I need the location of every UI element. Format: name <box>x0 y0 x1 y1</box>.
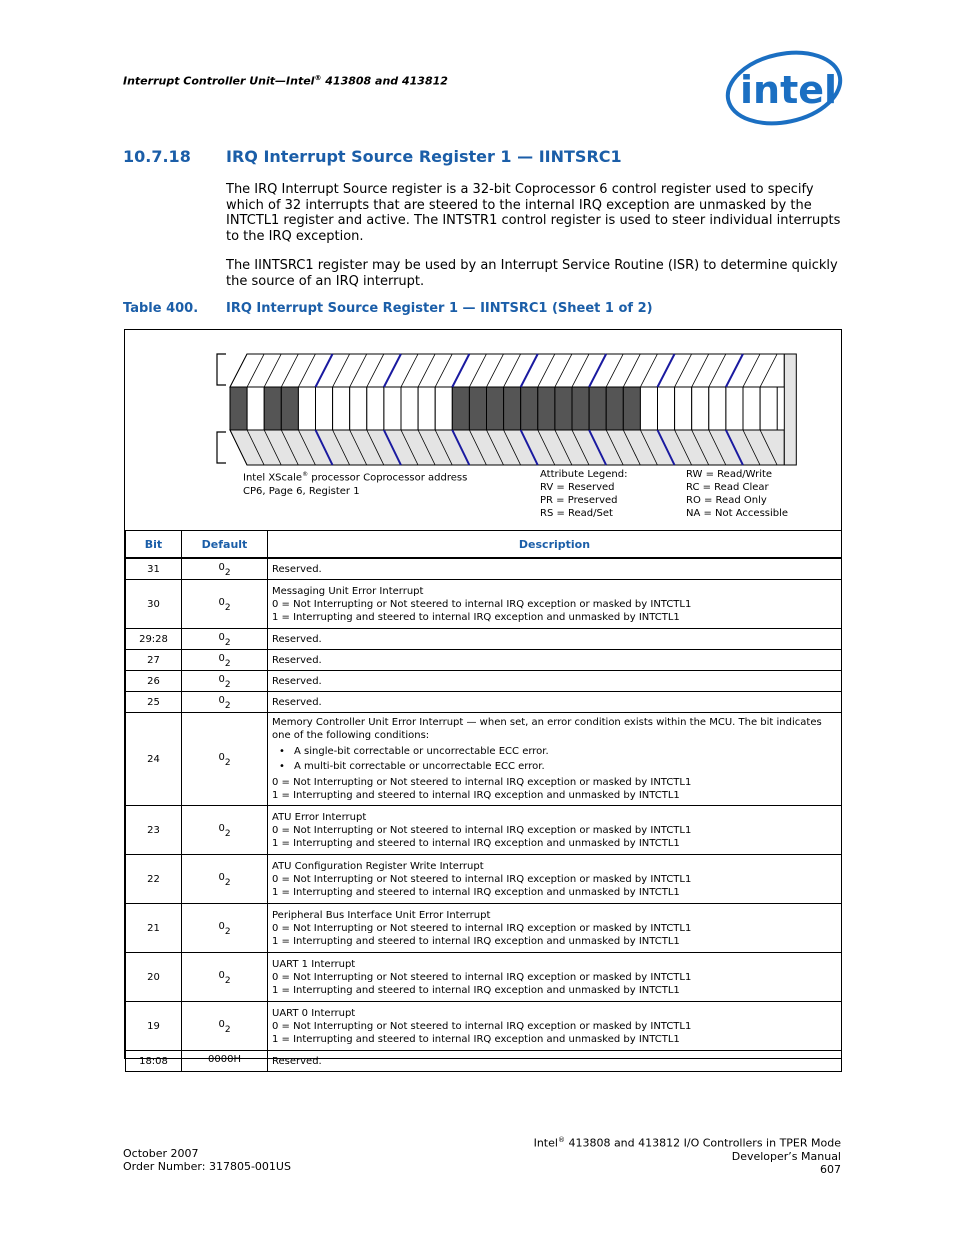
default-radix: 2 <box>224 927 231 937</box>
default-cell <box>182 580 268 629</box>
default-value: 0 <box>218 695 225 706</box>
footer-left <box>123 1147 291 1173</box>
legend-preserved: PR = Preserved <box>540 495 618 506</box>
condition-list <box>272 744 837 774</box>
value-meaning: 0 = Not Interrupting or Not steered to internal IRQ exception or masked by INTCTL1 <box>272 1020 692 1032</box>
condition-item: • A single-bit correctable or uncorrectable ECC error. <box>294 744 837 759</box>
register-table-frame <box>124 329 842 1067</box>
footer-order-number: Order Number: 317805-001US <box>123 1160 291 1173</box>
default-radix: 2 <box>224 680 231 690</box>
table-row <box>126 713 842 806</box>
row-title: Reserved. <box>272 696 322 708</box>
bit-cell-mark <box>367 387 384 430</box>
row-title: Reserved. <box>272 633 322 645</box>
default-radix: 2 <box>224 1025 231 1035</box>
default-value: 0000H <box>208 1054 241 1065</box>
legend-reserved: RV = Reserved <box>540 482 615 493</box>
default-radix: 2 <box>224 878 231 888</box>
footer-right <box>534 1134 841 1176</box>
default-value: 0 <box>218 823 225 834</box>
footer-product <box>534 1134 841 1150</box>
bit-cell: 19 <box>126 1002 182 1051</box>
bit-cell-mark <box>281 387 298 430</box>
value-meaning: 0 = Not Interrupting or Not steered to internal IRQ exception or masked by INTCTL1 <box>272 971 692 983</box>
table-row <box>126 904 842 953</box>
default-cell <box>182 855 268 904</box>
description-cell <box>268 806 842 855</box>
value-meaning: 0 = Not Interrupting or Not steered to internal IRQ exception or masked by INTCTL1 <box>272 873 692 885</box>
row-title: ATU Error Interrupt <box>272 811 367 823</box>
header-description: Description <box>268 531 842 559</box>
header-bit: Bit <box>126 531 182 559</box>
value-meaning: 0 = Not Interrupting or Not steered to internal IRQ exception or masked by INTCTL1 <box>272 824 692 836</box>
footer-registered-mark: ® <box>557 1136 565 1144</box>
table-row <box>126 671 842 692</box>
bit-cell-mark <box>264 387 281 430</box>
default-value: 0 <box>218 632 225 643</box>
value-meaning: 1 = Interrupting and steered to internal IRQ exception and unmasked by INTCTL1 <box>272 790 680 801</box>
coprocessor-address-label <box>243 468 467 484</box>
intro-paragraph-2: The IINTSRC1 register may be used by an Interrupt Service Routine (ISR) to determine quickly the source of an IRQ interrupt. <box>226 258 838 289</box>
bit-cell-mark <box>675 387 692 430</box>
value-meaning: 1 = Interrupting and steered to internal IRQ exception and unmasked by INTCTL1 <box>272 837 680 849</box>
default-radix: 2 <box>224 976 231 986</box>
attribute-legend-right <box>686 468 788 520</box>
default-radix: 2 <box>224 829 231 839</box>
bit-cell-mark <box>435 387 452 430</box>
table-title: IRQ Interrupt Source Register 1 — IINTSRC1 (Sheet 1 of 2) <box>226 301 653 316</box>
bit-cell-mark <box>247 387 264 430</box>
bit-cell-mark <box>469 387 486 430</box>
description-cell <box>268 855 842 904</box>
bit-cell-mark <box>487 387 504 430</box>
default-cell <box>182 1002 268 1051</box>
addr-label-pre: Intel XScale <box>243 472 303 484</box>
default-value: 0 <box>218 921 225 932</box>
value-meaning: 1 = Interrupting and steered to internal IRQ exception and unmasked by INTCTL1 <box>272 611 680 623</box>
table-row <box>126 650 842 671</box>
default-cell <box>182 904 268 953</box>
default-value: 0 <box>218 1019 225 1030</box>
bit-cell-mark <box>726 387 743 430</box>
default-value: 0 <box>218 752 225 763</box>
footer-product-name: 413808 and 413812 I/O Controllers in TPER Mode <box>564 1136 841 1150</box>
bit-cell-mark <box>589 387 606 430</box>
description-cell <box>268 1002 842 1051</box>
default-cell <box>182 671 268 692</box>
table-row <box>126 855 842 904</box>
description-cell <box>268 558 842 580</box>
legend-read-set: RS = Read/Set <box>540 508 613 519</box>
bracket-top <box>217 354 226 385</box>
bit-cell: 25 <box>126 692 182 713</box>
table-row <box>126 1002 842 1051</box>
bit-cell-mark <box>692 387 709 430</box>
bit-cell-mark <box>350 387 367 430</box>
legend-not-accessible: NA = Not Accessible <box>686 508 789 519</box>
row-title: Memory Controller Unit Error Interrupt — when set, an error condition exists within the MCU. The bit indicates one of the following conditions: <box>272 717 822 741</box>
intel-logo-text: intel <box>740 68 838 112</box>
description-cell <box>268 629 842 650</box>
description-cell <box>268 1051 842 1072</box>
description-cell <box>268 580 842 629</box>
section-heading <box>123 147 622 166</box>
description-cell <box>268 713 842 806</box>
value-meaning: 1 = Interrupting and steered to internal IRQ exception and unmasked by INTCTL1 <box>272 984 680 996</box>
coprocessor-register-label: CP6, Page 6, Register 1 <box>243 486 360 497</box>
default-radix: 2 <box>224 568 231 578</box>
section-title: IRQ Interrupt Source Register 1 — IINTSRC1 <box>226 147 622 166</box>
bit-cell: 22 <box>126 855 182 904</box>
default-cell <box>182 558 268 580</box>
default-cell <box>182 953 268 1002</box>
bit-cell-mark <box>606 387 623 430</box>
value-meaning: 1 = Interrupting and steered to internal IRQ exception and unmasked by INTCTL1 <box>272 886 680 898</box>
bit-cell: 27 <box>126 650 182 671</box>
intel-logo <box>724 48 844 128</box>
bit-cell-mark <box>452 387 469 430</box>
intro-paragraph-1: The IRQ Interrupt Source register is a 32-bit Coprocessor 6 control register used to specify which of 32 interrupts that are steered to the internal IRQ exception are unmasked by the INTCTL1 register and active. The INTSTR1 control register is used to steer individual interrupts to the IRQ exception. <box>226 182 841 244</box>
table-row <box>126 953 842 1002</box>
bit-cell: 23 <box>126 806 182 855</box>
description-cell <box>268 953 842 1002</box>
table-row <box>126 806 842 855</box>
bit-cell-mark <box>230 387 247 430</box>
bit-cell-mark <box>538 387 555 430</box>
value-meaning: 1 = Interrupting and steered to internal IRQ exception and unmasked by INTCTL1 <box>272 935 680 947</box>
bit-cell-mark <box>298 387 315 430</box>
table-row <box>126 629 842 650</box>
bit-cell: 29:28 <box>126 629 182 650</box>
default-radix: 2 <box>224 758 231 768</box>
bracket-bottom <box>217 432 226 463</box>
running-header-text: Interrupt Controller Unit—Intel <box>123 74 315 88</box>
footer-intel: Intel <box>533 1136 558 1150</box>
row-title: Peripheral Bus Interface Unit Error Interrupt <box>272 909 491 921</box>
bit-cell-mark <box>333 387 350 430</box>
default-value: 0 <box>218 653 225 664</box>
table-row <box>126 558 842 580</box>
section-number: 10.7.18 <box>123 147 191 166</box>
description-cell <box>268 904 842 953</box>
value-meaning: 0 = Not Interrupting or Not steered to internal IRQ exception or masked by INTCTL1 <box>272 777 692 788</box>
bit-cell: 24 <box>126 713 182 806</box>
row-title: UART 0 Interrupt <box>272 1007 356 1019</box>
addr-registered-mark: ® <box>302 471 309 478</box>
bit-cell: 30 <box>126 580 182 629</box>
legend-read-only: RO = Read Only <box>686 495 767 506</box>
attribute-legend-left <box>540 468 627 520</box>
row-title: UART 1 Interrupt <box>272 958 356 970</box>
running-header <box>123 74 448 88</box>
bit-cell: 21 <box>126 904 182 953</box>
bit-cell-mark <box>418 387 435 430</box>
default-cell <box>182 806 268 855</box>
default-value: 0 <box>218 597 225 608</box>
default-value: 0 <box>218 970 225 981</box>
legend-title: Attribute Legend: <box>540 469 628 480</box>
bit-cell-mark <box>760 387 777 430</box>
default-value: 0 <box>218 562 225 573</box>
addr-label-post: processor Coprocessor address <box>308 472 468 484</box>
bit-description-table <box>125 530 842 1072</box>
description-cell <box>268 650 842 671</box>
table-number: Table 400. <box>123 301 199 316</box>
default-cell <box>182 650 268 671</box>
description-cell <box>268 671 842 692</box>
header-default: Default <box>182 531 268 559</box>
footer-manual: Developer’s Manual <box>731 1149 841 1163</box>
row-title: Reserved. <box>272 654 322 666</box>
table-caption <box>123 301 653 316</box>
condition-item: • A multi-bit correctable or uncorrectable ECC error. <box>294 759 837 774</box>
legend-read-write: RW = Read/Write <box>686 469 773 480</box>
bit-cell-mark <box>623 387 640 430</box>
bit-cell-mark <box>555 387 572 430</box>
default-value: 0 <box>218 872 225 883</box>
row-title: Reserved. <box>272 1055 322 1067</box>
table-row <box>126 692 842 713</box>
default-cell <box>182 692 268 713</box>
footer-date: October 2007 <box>123 1147 199 1160</box>
bit-cell: 20 <box>126 953 182 1002</box>
legend-read-clear: RC = Read Clear <box>686 482 769 493</box>
bit-cell: 31 <box>126 558 182 580</box>
bit-diagram-side <box>784 354 796 465</box>
default-radix: 2 <box>224 659 231 669</box>
row-title: ATU Configuration Register Write Interrupt <box>272 860 484 872</box>
description-cell <box>268 692 842 713</box>
default-radix: 2 <box>224 603 231 613</box>
table-header-row <box>126 531 842 559</box>
default-cell <box>182 713 268 806</box>
value-meaning: 1 = Interrupting and steered to internal IRQ exception and unmasked by INTCTL1 <box>272 1033 680 1045</box>
bit-cell-mark <box>640 387 657 430</box>
default-radix: 2 <box>224 638 231 648</box>
table-row <box>126 580 842 629</box>
bit-cell-mark <box>658 387 675 430</box>
row-title: Reserved. <box>272 563 322 575</box>
page-number: 607 <box>820 1162 841 1176</box>
default-cell <box>182 1051 268 1072</box>
default-cell <box>182 629 268 650</box>
bit-cell-mark <box>316 387 333 430</box>
table-row <box>126 1051 842 1072</box>
default-value: 0 <box>218 674 225 685</box>
running-header-models: 413808 and 413812 <box>321 74 448 88</box>
bit-cell-mark <box>401 387 418 430</box>
bit-cell: 26 <box>126 671 182 692</box>
value-meaning: 0 = Not Interrupting or Not steered to internal IRQ exception or masked by INTCTL1 <box>272 922 692 934</box>
bit-cell-mark <box>504 387 521 430</box>
default-radix: 2 <box>224 701 231 711</box>
row-title: Messaging Unit Error Interrupt <box>272 585 424 597</box>
bit-cell-mark <box>709 387 726 430</box>
value-meaning: 0 = Not Interrupting or Not steered to internal IRQ exception or masked by INTCTL1 <box>272 598 692 610</box>
bit-cell-mark <box>521 387 538 430</box>
bit-cell: 18:08 <box>126 1051 182 1072</box>
bit-cell-mark <box>384 387 401 430</box>
bit-cell-mark <box>743 387 760 430</box>
bit-cell-mark <box>572 387 589 430</box>
registered-mark: ® <box>314 74 322 82</box>
row-title: Reserved. <box>272 675 322 687</box>
